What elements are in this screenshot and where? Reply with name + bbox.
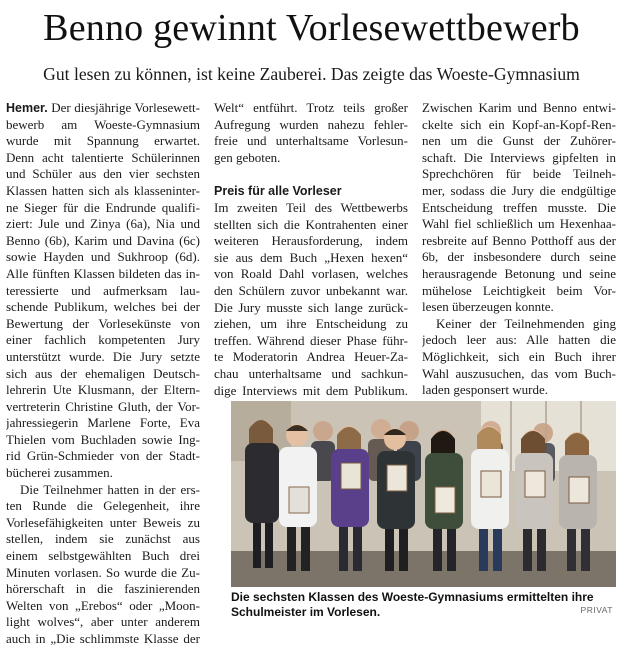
photo-caption	[231, 590, 616, 620]
body-line: mühelose Leichtigkeit beim Vor-	[422, 282, 616, 298]
body-line: Welt“ entführt. Trotz teils großer	[214, 100, 408, 115]
body-line: stellen, indem sie zunächst aus	[6, 531, 200, 547]
body-line: sowie Hayden und Sukhroop (6d).	[6, 249, 200, 265]
body-line: Wahl auszusuchen, das vom Buch-	[422, 365, 616, 381]
body-line: jedoch leer aus: Alle hatten die	[422, 332, 616, 348]
dateline: Hemer.	[6, 101, 48, 115]
body-line: weiteren Herausforderung, indem	[214, 233, 408, 249]
body-line: chau unterhaltsame und sachkun-	[214, 365, 408, 381]
photo-caption-line: Die sechsten Klassen des Woeste-Gymnasiums ermittelten ihre	[231, 590, 594, 604]
body-line: ten Runde die Gelegenheit, ihre	[6, 498, 200, 514]
body-line: ne Sieger für die Endrunde qualifi-	[6, 199, 200, 215]
body-line: wurde mit Spannung erwartet.	[6, 133, 200, 149]
body-line: dige Interviews mit dem Publikum.	[214, 382, 408, 398]
section-heading: Preis für alle Vorleser	[214, 184, 342, 199]
body-line: treffen. Während dieser Phase führ-	[214, 332, 408, 348]
body-line: jahressiegerin Marlene Forte, Eva	[6, 415, 200, 431]
body-line: Hemer. Der diesjährige Vorlesewett-	[6, 100, 200, 115]
photo-caption-line: Schulmeister im Vorlesen.	[231, 605, 381, 619]
body-line: resbreite auf Benno Potthoff aus der	[422, 232, 616, 248]
body-line: bewerb am Woeste-Gymnasium	[6, 116, 200, 132]
body-line: Möglichkeit, sich ein Buch ihrer	[422, 348, 616, 364]
body-line: Aufregung wurden nahezu fehler-	[214, 116, 408, 132]
body-line: Zwischen Karim und Benno entwi-	[422, 100, 616, 115]
photo-credit: PRIVAT	[580, 605, 613, 615]
article-column-1	[6, 100, 200, 648]
group-photo	[231, 401, 616, 587]
body-line: lehrerin Ute Klusmann, der Eltern-	[6, 382, 200, 398]
body-line: Welten von „Erebos“ oder „Moon-	[6, 597, 200, 613]
body-line: lesen überzeugen konnte.	[422, 299, 554, 315]
body-line: unterstützt wurde. Die Jury setzte	[6, 348, 200, 364]
body-line: 6b, der insbesondere durch seine	[422, 249, 616, 265]
body-line: den Schülern zuvor unbekannt war.	[214, 282, 408, 298]
body-line: mer, sodass die Jury die endgültige	[422, 182, 616, 198]
body-line: Minuten vorlasen. So wurde die Zu-	[6, 564, 200, 580]
body-line: sich aus der ehemaligen Deutsch-	[6, 365, 200, 381]
headline: Benno gewinnt Vorlesewettbewerb	[43, 7, 580, 49]
body-line: vertreterin Christine Gluth, der Vor-	[6, 398, 200, 414]
body-line: einer fachlich kompetenten Jury	[6, 332, 200, 348]
body-line: ckelte sich ein Kopf-an-Kopf-Ren-	[422, 116, 616, 132]
body-line: ziehen, um ihre Entscheidung zu	[214, 316, 408, 332]
body-line: und Schüler aus den vier sechsten	[6, 166, 200, 182]
body-line: Alle fünften Klassen bildeten das in-	[6, 265, 200, 281]
body-line: Die Jury musste sich lange zurück-	[214, 299, 408, 315]
body-line: nen um die Gunst der Zuhörer-	[422, 133, 616, 149]
body-line: Denn acht talentierte Schülerinnen	[6, 149, 200, 165]
body-line: Wahl fiel schließlich um Hexenhaa-	[422, 216, 616, 232]
body-line: gen geboten.	[214, 149, 281, 165]
body-line: schaft. Die Interviews gipfelten in	[422, 149, 616, 165]
article-column-2	[214, 100, 408, 399]
body-line: bücherei zusammen.	[6, 465, 113, 481]
body-line: te Moderatorin Andrea Heuer-Za-	[214, 349, 408, 365]
body-line: Im zweiten Teil des Wettbewerbs	[214, 199, 408, 215]
body-line: von Roald Dahl vorlasen, welches	[214, 266, 408, 282]
body-line: Die Teilnehmer hatten in der ers-	[20, 481, 200, 497]
body-line: Benno (6b), Karim und Davina (6c)	[6, 232, 200, 248]
body-line: einem selbstgewählten Buch drei	[6, 548, 200, 564]
body-line: Klassen hatten sich als klasseninter-	[6, 182, 200, 198]
body-line: schende Publikum, welches bei der	[6, 299, 200, 315]
body-line: Sprechchören für beide Teilneh-	[422, 166, 616, 182]
body-line: Vorlesefähigkeiten unter Beweis zu	[6, 514, 200, 530]
article-column-3	[422, 100, 616, 399]
group-photo-illustration	[231, 401, 616, 587]
body-line: teressierte und aufmerksam lau-	[6, 282, 200, 298]
body-line: auch in „Die schlimmste Klasse der	[6, 631, 200, 646]
body-line: sie aus dem Buch „Hexen hexen“	[214, 249, 408, 265]
body-line: Keiner der Teilnehmenden ging	[436, 315, 616, 331]
body-line: light wolves“, aber unter anderem	[6, 614, 200, 630]
body-line: rid Grün-Schmieder von der Stadt-	[6, 448, 200, 464]
body-line: freie und unterhaltsame Vorlesun-	[214, 133, 408, 149]
body-line: ziert: Jule und Zinya (6a), Nia und	[6, 216, 200, 232]
body-line: herausragende Betonung und seine	[422, 265, 616, 281]
body-line: laden gesponsert wurde.	[422, 382, 548, 398]
body-line: Bewertung der Vorlesekünste von	[6, 315, 200, 331]
body-line: stellten sich die Kontrahenten einer	[214, 216, 408, 232]
subheadline: Gut lesen zu können, ist keine Zauberei. Das zeigte das Woeste-Gymnasium	[43, 64, 580, 84]
body-line: Thielen vom Buchladen sowie Ing-	[6, 431, 200, 447]
body-line: Entscheidung treffen musste. Die	[422, 199, 616, 215]
body-line: hörerschaft in die faszinierenden	[6, 581, 200, 597]
